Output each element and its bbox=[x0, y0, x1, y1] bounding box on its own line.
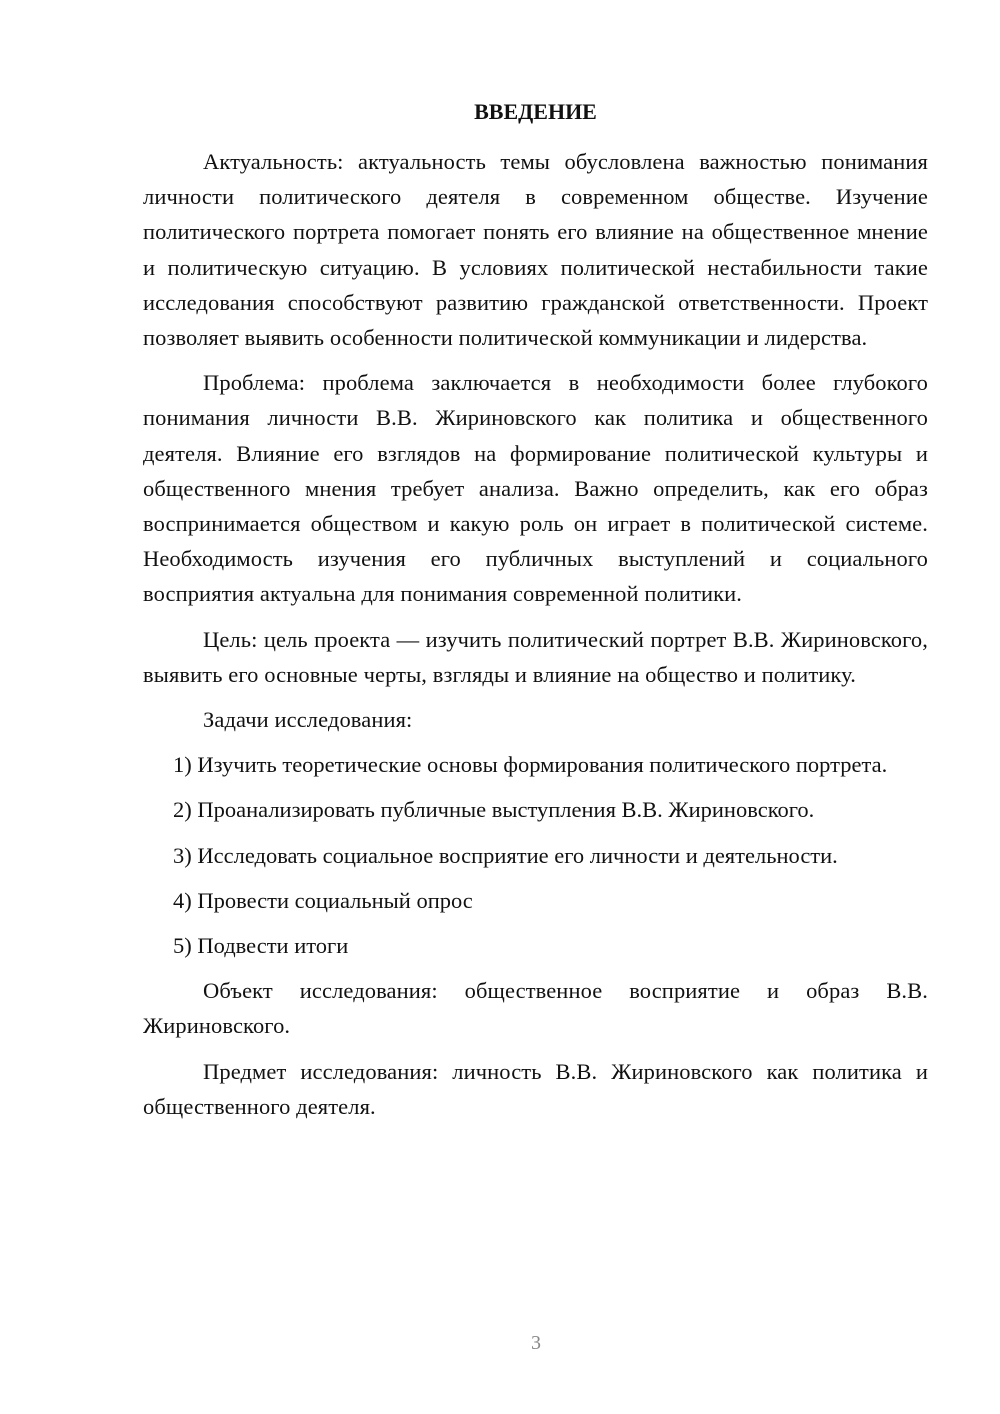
paragraph-problem: Проблема: проблема заключается в необходимости более глубокого понимания личности В.В. Жириновского как политика и общественного деятеля. Влияние его взглядов на формирование политической культуры и общественного мнения требует анализа. Важно определить, как его образ воспринимается обществом и какую роль он играет в политической системе. Необходимость изучения его публичных выступлений и социального восприятия актуальна для понимания современной политики. bbox=[143, 370, 928, 607]
list-item: 1) Изучить теоретические основы формирования политического портрета. bbox=[173, 752, 888, 778]
paragraph-goal: Цель: цель проекта — изучить политический портрет В.В. Жириновского, выявить его основные черты, взгляды и влияние на общество и политику. bbox=[143, 626, 928, 687]
document-page bbox=[143, 94, 928, 1124]
tasks-list bbox=[143, 747, 928, 963]
list-item: 3) Исследовать социальное восприятие его личности и деятельности. bbox=[173, 842, 838, 868]
list-item: 4) Провести социальный опрос bbox=[173, 887, 473, 913]
paragraph-relevance: Актуальность: актуальность темы обусловлена важностью понимания личности политического деятеля в современном обществе. Изучение политического портрета помогает понять его влияние на общественное мнение и политическую ситуацию. В условиях политической нестабильности такие исследования способствуют развитию гражданской ответственности. Проект позволяет выявить особенности политической коммуникации и лидерства. bbox=[143, 149, 928, 351]
page-number: 3 bbox=[531, 1332, 541, 1354]
section-heading: ВВЕДЕНИЕ bbox=[474, 99, 597, 124]
paragraph-subject: Предмет исследования: личность В.В. Жириновского как политика и общественного деятеля. bbox=[143, 1058, 928, 1119]
paragraph-object: Объект исследования: общественное восприятие и образ В.В. Жириновского. bbox=[143, 978, 928, 1039]
list-item: 5) Подвести итоги bbox=[173, 933, 349, 959]
paragraph-tasks-title: Задачи исследования: bbox=[203, 707, 413, 733]
list-item: 2) Проанализировать публичные выступления В.В. Жириновского. bbox=[173, 797, 815, 823]
